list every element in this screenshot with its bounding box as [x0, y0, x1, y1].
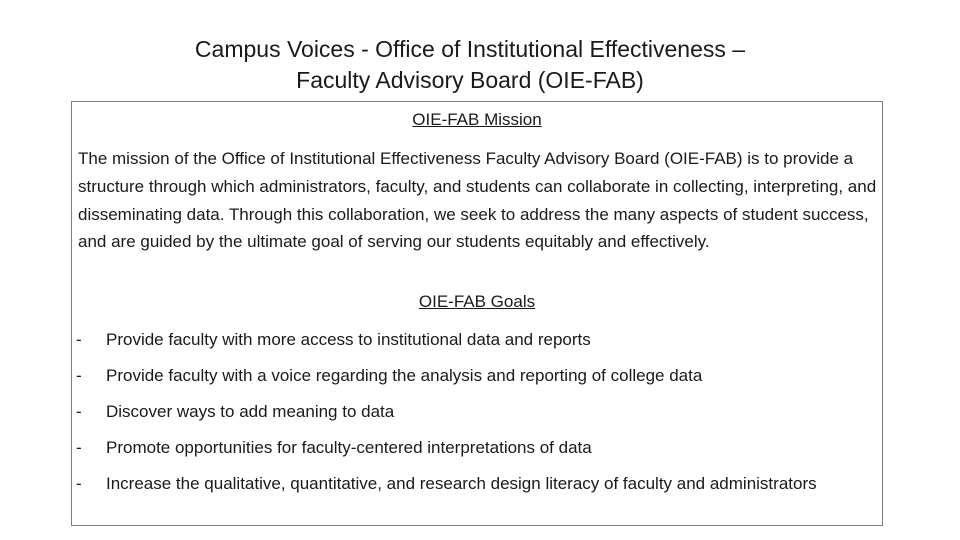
goal-bullet: -	[76, 474, 82, 493]
goal-bullet: -	[76, 330, 82, 349]
slide-title-line-2: Faculty Advisory Board (OIE-FAB)	[296, 67, 644, 93]
goals-heading: OIE-FAB Goals	[418, 292, 536, 311]
goal-item	[72, 434, 882, 470]
goal-text: Increase the qualitative, quantitative, and research design literacy of faculty and administrators	[106, 474, 817, 493]
goal-bullet: -	[76, 438, 82, 457]
slide-title	[0, 34, 940, 96]
goal-item	[72, 470, 882, 498]
goal-text: Discover ways to add meaning to data	[106, 402, 395, 421]
goal-text: Provide faculty with a voice regarding the analysis and reporting of college data	[106, 366, 703, 385]
goal-text: Promote opportunities for faculty-centered interpretations of data	[106, 438, 592, 457]
goal-item	[72, 398, 882, 434]
content-box	[71, 101, 883, 526]
goal-item	[72, 326, 882, 362]
goal-bullet: -	[76, 402, 82, 421]
slide-title-line-1: Campus Voices - Office of Institutional Effectiveness –	[194, 36, 746, 62]
mission-heading: OIE-FAB Mission	[412, 110, 542, 129]
goals-list	[72, 326, 882, 498]
goal-text: Provide faculty with more access to institutional data and reports	[106, 330, 591, 349]
goal-item	[72, 362, 882, 398]
goal-bullet: -	[76, 366, 82, 385]
mission-text: The mission of the Office of Institutional Effectiveness Faculty Advisory Board (OIE-FAB) is to provide a structure through which administrators, faculty, and students can collaborate in collecting, interpreting, and disseminating data. Through this collaboration, we seek to address the many aspects of student success, and are guided by the ultimate goal of serving our students equitably and effectively.	[78, 149, 877, 252]
